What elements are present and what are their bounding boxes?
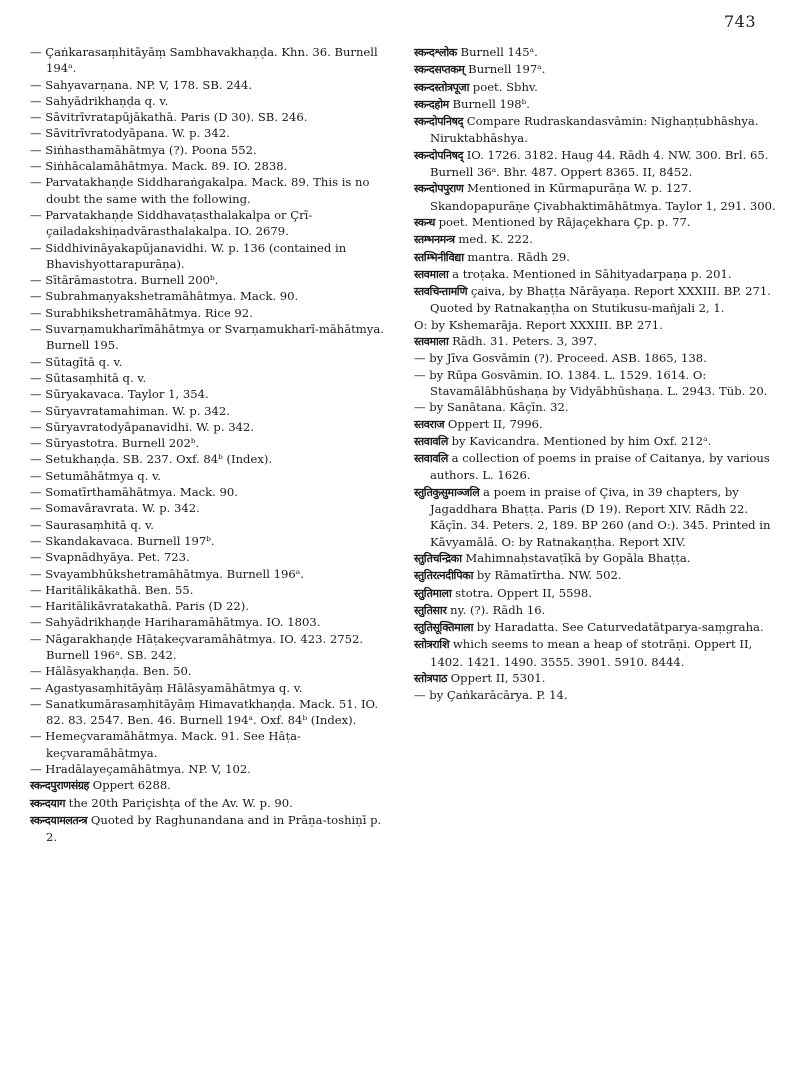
devanagari-headword: स्कन्दयाग (30, 796, 65, 810)
entry-text: ny. (?). Rādh 16. (446, 602, 546, 617)
devanagari-headword: स्तुतिमाला (414, 586, 452, 600)
index-entry: — Parvatakhaṇḍe Siddharaṅgakalpa. Mack. 89. This is no doubt the same with the following. (30, 175, 370, 206)
entry-text: Burnell 145ᵃ. (456, 45, 538, 59)
index-entry (414, 585, 780, 602)
index-entry (414, 602, 780, 619)
devanagari-headword: स्तोत्रपाठ (414, 671, 447, 685)
index-entry: — by Jīva Gosvāmin (?). Proceed. ASB. 1865, 138. (414, 351, 707, 366)
index-entry: — Sūryastotra. Burnell 202ᵇ. (30, 436, 200, 451)
index-entry (414, 79, 780, 96)
entry-text: IO. 1726. 3182. Haug 44. Rādh 4. NW. 300. Brl. 65. Burnell 36ᵃ. Bhr. 487. Oppert 8365. II, 8452. (430, 147, 769, 180)
devanagari-headword: स्तवमाला (414, 335, 449, 349)
index-entry (414, 567, 780, 584)
index-entry: — Skandakavaca. Burnell 197ᵇ. (30, 533, 215, 548)
entry-text: a poem in praise of Çiva, in 39 chapters, by Jagaddhara Bhaṭṭa. Paris (D 19). Report XIV. Rādh 22. Kāçīn. 34. Peters. 2, 189. BP 260 (and O:). 345. Printed in Kāvyamālā. O: by Ratnakaṇṭha. Report XIV. (430, 484, 771, 549)
entry-text: Oppert II, 7996. (444, 416, 543, 431)
index-entry (414, 433, 780, 450)
index-entry: — Sūryavratamahiman. W. p. 342. (30, 403, 230, 418)
index-entry (414, 283, 780, 317)
entry-text: Compare Rudraskandasvāmin: Nighaṇṭubhāshya. Niruktabhāshya. (430, 114, 759, 146)
right-column (414, 44, 780, 704)
index-entry: — Hemeçvaramāhātmya. Mack. 91. See Hāṭa-keçvaramāhātmya. (30, 729, 301, 760)
entry-text: Mahimnaḥstavaṭīkā by Gopāla Bhaṭṭa. (461, 550, 691, 565)
entry-text: med. K. 222. (454, 232, 533, 247)
index-entry (414, 249, 780, 266)
devanagari-headword: स्तुतिसूक्तिमाला (414, 621, 474, 635)
index-entry (414, 61, 780, 78)
index-entry: — by Sanātana. Kāçīn. 32. (414, 400, 569, 415)
entry-text: by Rāmatīrtha. NW. 502. (473, 568, 622, 583)
index-entry (414, 670, 780, 687)
devanagari-headword: स्कन्दसप्तकम् (414, 63, 465, 77)
entry-text: by Kavicandra. Mentioned by him Oxf. 212ᵃ. (447, 433, 712, 448)
devanagari-headword: स्तवावलि (414, 434, 448, 448)
index-entry: — Sāvitrīvratodyāpana. W. p. 342. (30, 126, 230, 141)
index-entry: — Sūryakavaca. Taylor 1, 354. (30, 387, 209, 402)
index-entry: — Sūtagītā q. v. (30, 354, 123, 369)
index-entry: — Surabhikshetramāhātmya. Rice 92. (30, 305, 253, 320)
entry-text: by Haradatta. See Caturvedatātparya-saṃgraha. (473, 620, 764, 635)
entry-text: which seems to mean a heap of stotrāṇi. Oppert II, 1402. 1421. 1490. 3555. 3901. 5910. 8444. (430, 637, 753, 669)
index-entry: — Svayambhūkshetramāhātmya. Burnell 196ᵃ. (30, 566, 304, 581)
devanagari-headword: स्तुतिसार (414, 603, 447, 617)
devanagari-headword: स्कन्दयामलतन्त्र (30, 813, 88, 827)
index-entry (414, 44, 780, 61)
index-entry: — Somatīrthamāhātmya. Mack. 90. (30, 485, 238, 500)
devanagari-headword: स्कन्दश्लोक (414, 46, 457, 59)
index-entry: — Setumāhātmya q. v. (30, 468, 161, 483)
devanagari-headword: स्तुतिरत्नदीपिका (414, 569, 474, 583)
devanagari-headword: स्तम्भनमन्त्र (414, 233, 455, 247)
devanagari-headword: स्तवमाला (414, 267, 449, 281)
entry-text: poet. Sbhv. (469, 79, 538, 94)
index-entry: — by Rūpa Gosvāmin. IO. 1384. L. 1529. 1614. O: Stavamālābhūshaṇa by Vidyābhūshaṇa. L. 2943. Tüb. 20. (414, 367, 768, 398)
index-entry: — Sūtasaṃhitā q. v. (30, 370, 147, 385)
entry-text: mantra. Rādh 29. (463, 249, 570, 264)
devanagari-headword: स्कन्दोपपुराण (414, 182, 464, 196)
devanagari-headword: स्कन्ध (414, 215, 435, 229)
index-entry: — Sītārāmastotra. Burnell 200ᵇ. (30, 273, 219, 288)
index-entry (414, 450, 780, 484)
index-entry: — Sanatkumārasaṃhitāyāṃ Himavatkhaṇḍa. Mack. 51. IO. 82. 83. 2547. Ben. 46. Burnell 194ᵃ. Oxf. 84ᵇ (Index). (30, 696, 379, 728)
index-entry: — Nāgarakhaṇḍe Hāṭakeçvaramāhātmya. IO. 423. 2752. Burnell 196ᵃ. SB. 242. (30, 631, 364, 662)
index-entry (414, 147, 780, 181)
index-entry: — Agastyasaṃhitāyāṃ Hālāsyamāhātmya q. v. (30, 680, 303, 695)
index-entry (414, 416, 780, 433)
index-entry (414, 266, 780, 283)
index-entry: — Siddhivināyakapūjanavidhi. W. p. 136 (contained in Bhavishyottarapurāṇa). (30, 240, 347, 271)
entry-text: Oppert II, 5301. (446, 670, 546, 685)
index-entry: — Hradālayeçamāhātmya. NP. V, 102. (30, 762, 251, 777)
index-entry (30, 795, 386, 812)
devanagari-headword: स्तवावलि (414, 452, 448, 466)
devanagari-headword: स्तोत्रराशि (414, 638, 450, 652)
index-entry: — Çaṅkarasaṃhitāyāṃ Sambhavakhaṇḍa. Khn. 36. Burnell 194ᵃ. (30, 45, 378, 76)
index-entry: — Setukhaṇḍa. SB. 237. Oxf. 84ᵇ (Index). (30, 452, 273, 467)
entry-text: Oppert 6288. (89, 778, 171, 793)
entry-text: Quoted by Raghunandana and in Prāṇa-toshiṇī p. 2. (46, 812, 382, 845)
index-entry: — Suvarṇamukharīmāhātmya or Svarṇamukharī-māhātmya. Burnell 195. (30, 322, 384, 353)
entry-text: Burnell 198ᵇ. (448, 96, 530, 111)
index-entry: — Siṅhācalamāhātmya. Mack. 89. IO. 2838. (30, 159, 288, 174)
index-entry (30, 812, 386, 846)
entry-text: the 20th Pariçishṭa of the Av. W. p. 90. (65, 795, 293, 810)
index-entry (414, 96, 780, 113)
index-entry: — Saurasaṃhitā q. v. (30, 517, 154, 532)
entry-text: a collection of poems in praise of Caitanya, by various authors. L. 1626. (430, 451, 770, 483)
index-entry: — Somavāravrata. W. p. 342. (30, 501, 200, 516)
index-entry (414, 180, 780, 214)
index-entry: — Subrahmaṇyakshetramāhātmya. Mack. 90. (30, 289, 299, 304)
entry-text: Burnell 197ᵃ. (464, 62, 546, 77)
index-entry (414, 550, 780, 567)
devanagari-headword: स्कन्दस्तोत्रपूजा (414, 80, 470, 94)
index-entry: — Hālāsyakhaṇḍa. Ben. 50. (30, 664, 192, 679)
index-entry: — Svapnādhyāya. Pet. 723. (30, 550, 190, 565)
index-entry (414, 636, 780, 670)
index-entry (414, 333, 780, 350)
entry-text: poet. Mentioned by Rājaçekhara Çp. p. 77. (434, 214, 691, 229)
index-entry: — Parvatakhaṇḍe Siddhavaṭasthalakalpa or Çrī-çailadakshiṇadvārasthalakalpa. IO. 2679. (30, 207, 313, 239)
left-column (30, 44, 386, 846)
devanagari-headword: स्कन्दोपनिषद् (414, 148, 464, 162)
devanagari-headword: स्तुतिचन्द्रिका (414, 551, 462, 565)
index-entry: — Sahyādrikhaṇḍa q. v. (30, 93, 169, 108)
index-entry (414, 214, 780, 231)
devanagari-headword: स्कन्दोपनिषद् (414, 115, 464, 129)
page-number: 743 (723, 12, 756, 31)
index-entry: — Sāvitrīvratapūjākathā. Paris (D 30). SB. 246. (30, 110, 308, 125)
index-entry: — Haritālikāvratakathā. Paris (D 22). (30, 599, 249, 614)
index-entry (414, 113, 780, 147)
entry-text: a troṭaka. Mentioned in Sāhityadarpaṇa p. 201. (448, 266, 732, 281)
devanagari-headword: स्तवराज (414, 417, 445, 431)
index-entry (414, 231, 780, 248)
devanagari-headword: स्तुतिकुसुमाञ्जलि (414, 485, 480, 499)
index-entry (414, 484, 780, 550)
index-entry: — Siṅhasthamāhātmya (?). Poona 552. (30, 142, 257, 157)
index-entry: — by Çaṅkarācārya. P. 14. (414, 688, 568, 703)
devanagari-headword: स्तवचिन्तामणि (414, 285, 468, 299)
devanagari-headword: स्कन्दहोम (414, 97, 449, 111)
index-entry (30, 777, 386, 794)
devanagari-headword: स्तम्भिनीविद्या (414, 250, 464, 264)
index-entry: — Sahyavarṇana. NP. V, 178. SB. 244. (30, 77, 253, 92)
index-entry: O: by Kshemarāja. Report XXXIII. BP. 271. (414, 317, 663, 332)
index-entry: — Haritālikākathā. Ben. 55. (30, 582, 194, 597)
entry-text: stotra. Oppert II, 5598. (451, 585, 592, 600)
index-entry: — Sahyādrikhaṇḍe Hariharamāhātmya. IO. 1803. (30, 615, 321, 630)
index-entry: — Sūryavratodyāpanavidhi. W. p. 342. (30, 419, 255, 434)
entry-text: Rādh. 31. Peters. 3, 397. (448, 334, 598, 349)
entry-text: Mentioned in Kūrmapurāṇa W. p. 127. Skandopapurāṇe Çivabhaktimāhātmya. Taylor 1, 291. 300. (430, 181, 776, 213)
entry-text: çaiva, by Bhaṭṭa Nārāyaṇa. Report XXXIII. BP. 271. Quoted by Ratnakaṇṭha on Stutikusu-mañjali 2, 1. (430, 284, 771, 316)
devanagari-headword: स्कन्दपुराणसंग्रह (30, 779, 89, 793)
index-entry (414, 619, 780, 636)
